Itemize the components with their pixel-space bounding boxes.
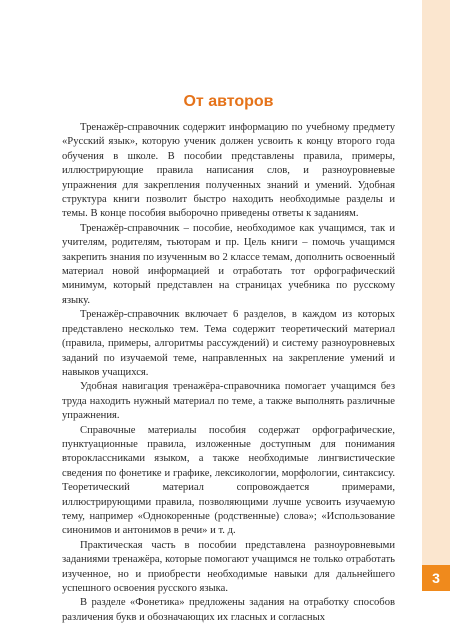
side-margin-strip xyxy=(422,0,450,591)
paragraph-7: В разделе «Фонетика» предложены задания на отработку способов различения букв и обозначающих их гласных и согласных xyxy=(62,597,395,623)
paragraph-3: Тренажёр-справочник включает 6 разделов, в каждом из которых представлено несколько тем. Тема содержит теоретический материал (правила, примеры, алгоритмы рассуждений) и систему разноуровневых заданий по изучаемой теме, направленных на закрепление умений и навыков учащихся. xyxy=(62,309,395,378)
page-title: От авторов xyxy=(183,93,274,110)
paragraph-2: Тренажёр-справочник – пособие, необходимое как учащимся, так и учителям, родителям, тьюторам и пр. Цель книги – помочь учащимся закрепить знания по изученным во 2 классе темам, дополнить освоенный материал новой информацией и отработать тот орфографический минимум, который представлен на страницах учебника по русскому языку. xyxy=(62,222,395,306)
paragraph-1: Тренажёр-справочник содержит информацию по учебному предмету «Русский язык», которую ученик должен усвоить к концу второго года обучения в школе. В пособии представлены правила, примеры, иллюстрирующие правила написания слов, и разноуровневые упражнения для закрепления полученных знаний и умений. Удобная структура книги позволит быстро находить необходимые разделы и темы. В конце пособия выборочно приведены ответы к заданиям. xyxy=(62,122,395,220)
page-content xyxy=(62,92,395,625)
paragraph-4: Удобная навигация тренажёра-справочника помогает учащимся без труда находить нужный материал по теме, а также выполнять различные упражнения. xyxy=(62,381,395,422)
page-number: 3 xyxy=(422,565,450,591)
paragraph-5: Справочные материалы пособия содержат орфографические, пунктуационные правила, изложенные доступным для понимания второклассниками языком, а также необходимые лингвистические сведения по фонетике и графике, лексикологии, морфологии, синтаксису. Теоретический материал сопровождается примерами, иллюстрирующими правила, позволяющими лучше усвоить изучаемую тему, например «Однокоренные (родственные) слова»; «Использование синонимов и антонимов в речи» и т. д. xyxy=(62,424,395,537)
paragraph-6: Практическая часть в пособии представлена разноуровневыми заданиями тренажёра, которые помогают учащимся не только отработать изученное, но и приобрести необходимые навыки для дальнейшего успешного освоения русского языка. xyxy=(62,539,395,594)
